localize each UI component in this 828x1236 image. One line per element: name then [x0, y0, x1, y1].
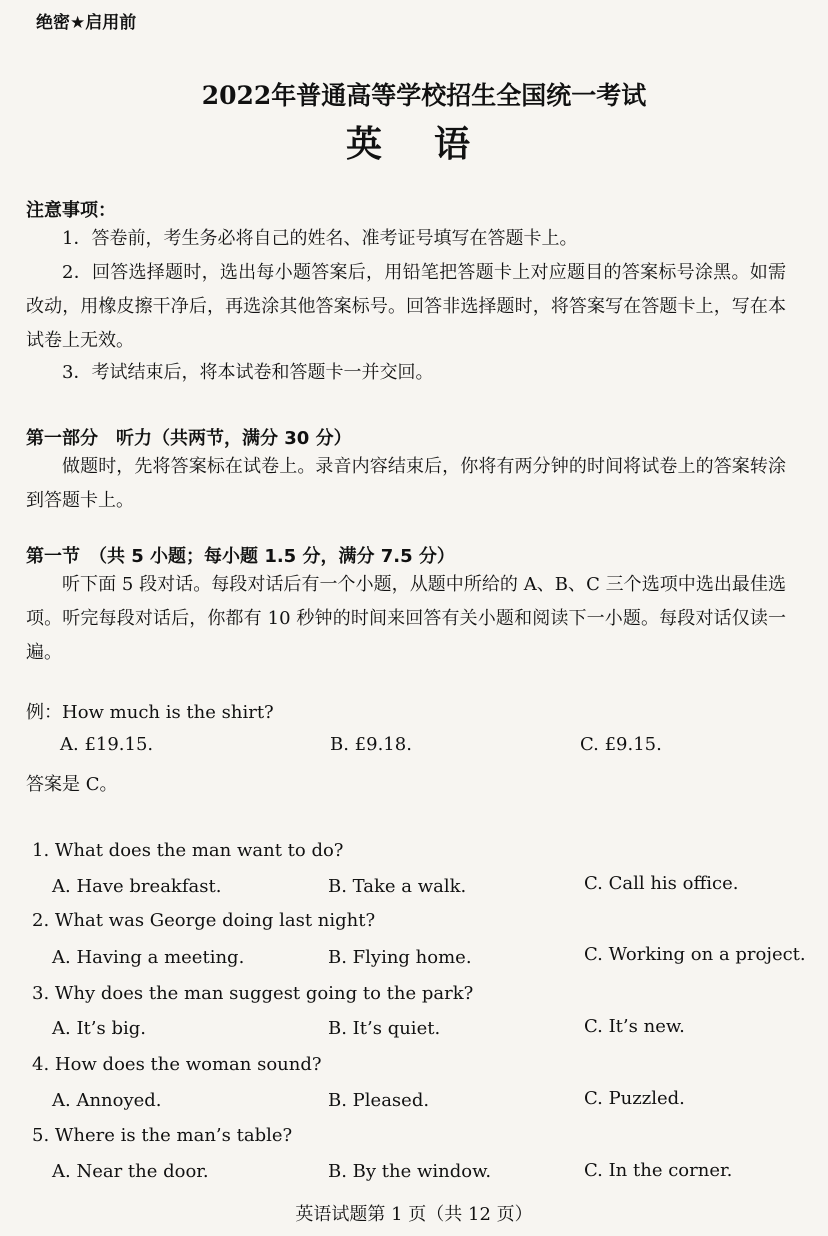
- question-4-option-c: C. Puzzled.: [584, 1088, 685, 1109]
- confidential-label: 绝密★启用前: [36, 13, 137, 33]
- part1-instructions: 做题时，先将答案标在试卷上。录音内容结束后，你将有两分钟的时间将试卷上的答案转涂到答题卡上。: [26, 456, 786, 511]
- notes-heading: 注意事项：: [26, 200, 116, 221]
- question-2-option-b: B. Flying home.: [328, 947, 472, 968]
- example-option-b: B. £9.18.: [330, 734, 412, 755]
- question-5-option-b: B. By the window.: [328, 1161, 492, 1182]
- example-question: 例：How much is the shirt?: [26, 702, 274, 723]
- section1-heading: 第一节 （共 5 小题；每小题 1.5 分，满分 7.5 分）: [26, 546, 455, 567]
- note-item-3: 3．考试结束后，将本试卷和答题卡一并交回。: [62, 362, 434, 383]
- example-option-a: A. £19.15.: [60, 734, 154, 755]
- question-3-option-a: A. It’s big.: [52, 1018, 146, 1039]
- question-4: 4. How does the woman sound?: [32, 1054, 322, 1075]
- question-1-option-c: C. Call his office.: [584, 873, 739, 894]
- question-3-option-c: C. It’s new.: [584, 1016, 685, 1037]
- question-3-option-b: B. It’s quiet.: [328, 1018, 441, 1039]
- example-option-c: C. £9.15.: [580, 734, 662, 755]
- question-5: 5. Where is the man’s table?: [32, 1125, 293, 1146]
- question-2: 2. What was George doing last night?: [32, 910, 376, 931]
- part1-heading: 第一部分 听力（共两节，满分 30 分）: [26, 428, 352, 449]
- question-1: 1. What does the man want to do?: [32, 840, 344, 861]
- question-4-option-b: B. Pleased.: [328, 1090, 430, 1111]
- note-item-2: 2．回答选择题时，选出每小题答案后，用铅笔把答题卡上对应题目的答案标号涂黑。如需改动，用橡皮擦干净后，再选涂其他答案标号。回答非选择题时，将答案写在答题卡上，写在本试卷上无效。: [26, 262, 786, 351]
- question-2-option-c: C. Working on a project.: [584, 944, 806, 965]
- question-4-option-a: A. Annoyed.: [52, 1090, 162, 1111]
- question-5-option-c: C. In the corner.: [584, 1160, 733, 1181]
- example-answer: 答案是 C。: [26, 774, 118, 795]
- section1-instructions: 听下面 5 段对话。每段对话后有一个小题，从题中所给的 A、B、C 三个选项中选出最佳选项。听完每段对话后，你都有 10 秒钟的时间来回答有关小题和阅读下一小题。每段对话仅读一遍。: [26, 574, 786, 663]
- page-footer: 英语试题第 1 页（共 12 页）: [295, 1204, 533, 1225]
- note-item-1: 1．答卷前，考生务必将自己的姓名、准考证号填写在答题卡上。: [62, 228, 578, 249]
- question-5-option-a: A. Near the door.: [52, 1161, 209, 1182]
- question-1-option-a: A. Have breakfast.: [52, 876, 222, 897]
- question-2-option-a: A. Having a meeting.: [52, 947, 245, 968]
- question-3: 3. Why does the man suggest going to the park?: [32, 983, 474, 1004]
- question-1-option-b: B. Take a walk.: [328, 876, 467, 897]
- exam-title: 2022年普通高等学校招生全国统一考试: [201, 81, 647, 110]
- subject-title: 英语: [345, 123, 522, 165]
